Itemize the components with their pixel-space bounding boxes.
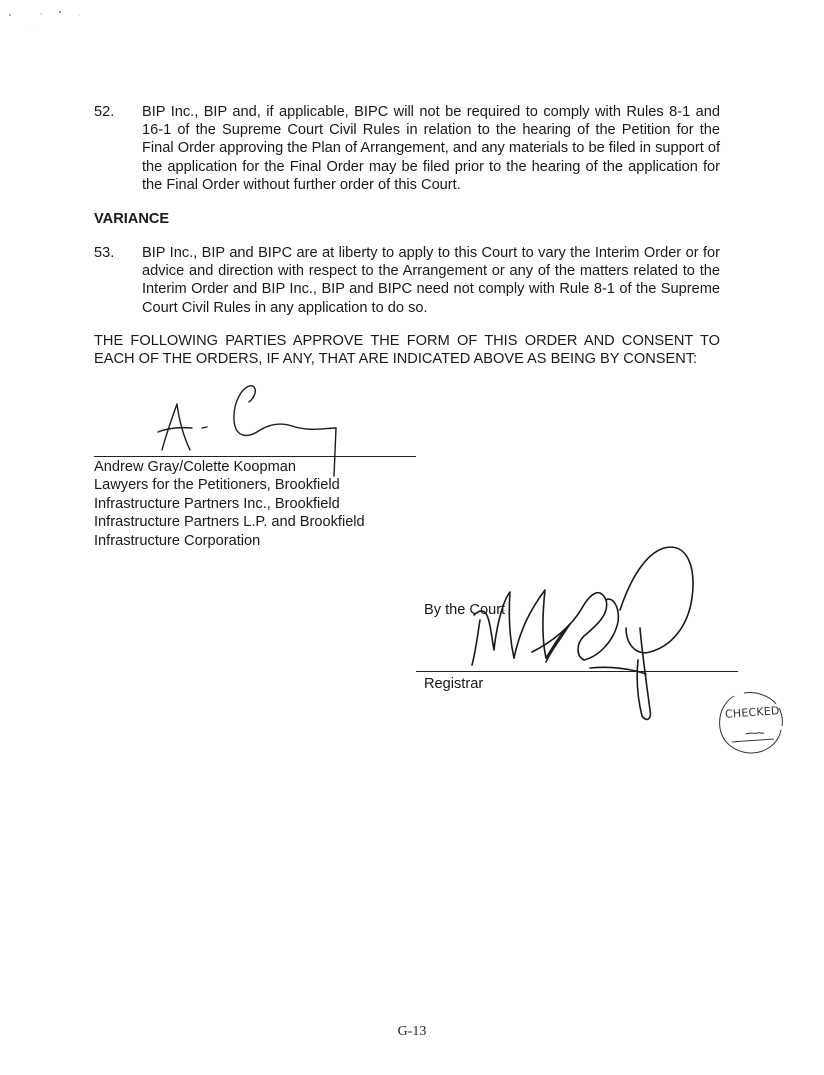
- page-number: G-13: [397, 1024, 427, 1039]
- scan-specks: [0, 0, 100, 40]
- by-the-court-label: By the Court: [424, 602, 506, 618]
- counsel-description-line: Infrastructure Partners Inc., Brookfield: [94, 495, 340, 512]
- paragraph-52: [94, 103, 720, 194]
- registrar-signature: [450, 540, 710, 725]
- counsel-block: [94, 458, 365, 550]
- counsel-description-line: Infrastructure Corporation: [94, 532, 261, 549]
- paragraph-text: BIP Inc., BIP and, if applicable, BIPC will not be required to comply with Rules 8-1 and 16-1 of the Supreme Court Civil Rules in relation to the hearing of the Petition for the Final Order approving the Plan of Arrangement, and any materials to be filed in support of the application for the Final Order may be filed prior to the hearing of the application for the Final Order without further order of this Court.: [142, 104, 720, 193]
- counsel-description-line: Infrastructure Partners L.P. and Brookfield: [94, 514, 365, 531]
- checked-stamp-text: CHECKED: [724, 704, 781, 721]
- counsel-description-line: Lawyers for the Petitioners, Brookfield: [94, 477, 340, 494]
- registrar-label: Registrar: [424, 676, 484, 692]
- approval-statement: THE FOLLOWING PARTIES APPROVE THE FORM OF THIS ORDER AND CONSENT TO EACH OF THE ORDERS, IF ANY, THAT ARE INDICATED ABOVE AS BEING BY CONSENT:: [94, 333, 720, 368]
- counsel-signature-line: [94, 456, 416, 457]
- counsel-name: Andrew Gray/Colette Koopman: [94, 459, 296, 475]
- paragraph-number: 53.: [94, 245, 115, 261]
- paragraph-number: 52.: [94, 104, 115, 120]
- checked-stamp: [716, 690, 784, 756]
- paragraph-53: [94, 244, 720, 317]
- paragraph-text: BIP Inc., BIP and BIPC are at liberty to apply to this Court to vary the Interim Order or for advice and direction with respect to the Arrangement or any of the matters related to the Interim Order and BIP Inc., BIP and BIPC need not comply with Rule 8-1 of the Supreme Court Civil Rules in any application to do so.: [142, 245, 720, 316]
- section-heading-variance: VARIANCE: [94, 211, 170, 227]
- registrar-signature-line: [416, 671, 738, 672]
